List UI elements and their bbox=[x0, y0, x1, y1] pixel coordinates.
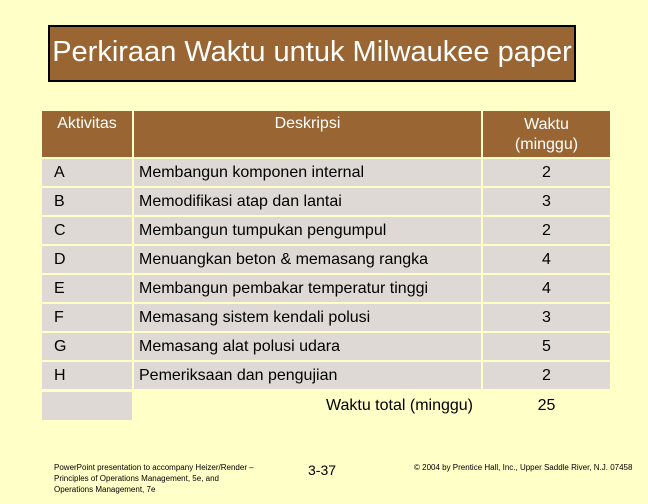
cell-text-time: 2 bbox=[542, 366, 551, 384]
table-cell-activity bbox=[42, 188, 132, 215]
table-cell-description bbox=[134, 333, 481, 360]
cell-text-activity: D bbox=[54, 250, 66, 268]
table-cell-time bbox=[483, 188, 610, 215]
header-time bbox=[483, 111, 610, 157]
footer-copyright: © 2004 by Prentice Hall, Inc., Upper Saddle River, N.J. 07458 bbox=[414, 463, 633, 472]
table-cell-activity bbox=[42, 304, 132, 331]
cell-text-activity: H bbox=[54, 366, 66, 384]
cell-text-time: 2 bbox=[542, 221, 551, 239]
cell-text-time: 3 bbox=[542, 308, 551, 326]
cell-text-activity: C bbox=[54, 221, 66, 239]
cell-text-time: 3 bbox=[542, 192, 551, 210]
total-value-text: 25 bbox=[537, 397, 556, 414]
cell-text-description: Menuangkan beton & memasang rangka bbox=[139, 250, 429, 268]
header-description bbox=[134, 111, 481, 157]
cell-text-time: 4 bbox=[542, 250, 551, 268]
cell-text-description: Membangun pembakar temperatur tinggi bbox=[139, 279, 429, 297]
table-cell-description bbox=[134, 275, 481, 302]
table-cell-time bbox=[483, 362, 610, 389]
table-cell-activity bbox=[42, 333, 132, 360]
cell-text-activity: F bbox=[54, 308, 64, 326]
table-cell-description bbox=[134, 188, 481, 215]
total-label bbox=[134, 392, 481, 420]
table-cell-activity bbox=[42, 159, 132, 186]
cell-text-activity: E bbox=[54, 279, 65, 297]
footer-credit: PowerPoint presentation to accompany Heizer/Render – Principles of Operations Management, 5e, and Operations Management, 7e bbox=[54, 463, 254, 494]
table-cell-description bbox=[134, 246, 481, 273]
table-cell-description bbox=[134, 217, 481, 244]
header-activity bbox=[42, 111, 132, 157]
page-number: 3-37 bbox=[308, 462, 337, 478]
table-cell-time bbox=[483, 159, 610, 186]
table-cell-description bbox=[134, 304, 481, 331]
cell-text-description: Membangun tumpukan pengumpul bbox=[139, 221, 387, 239]
cell-text-activity: G bbox=[54, 337, 67, 355]
table-cell-time bbox=[483, 333, 610, 360]
header-activity-label: Aktivitas bbox=[57, 115, 117, 132]
cell-text-activity: A bbox=[54, 163, 65, 181]
header-description-label: Deskripsi bbox=[274, 115, 341, 132]
table-cell-description bbox=[134, 362, 481, 389]
total-empty-cell bbox=[42, 392, 132, 420]
cell-text-description: Memasang sistem kendali polusi bbox=[139, 308, 371, 326]
cell-text-description: Membangun komponen internal bbox=[139, 163, 365, 181]
table-cell-activity bbox=[42, 217, 132, 244]
slide-title: Perkiraan Waktu untuk Milwaukee paper bbox=[52, 36, 572, 68]
cell-text-time: 4 bbox=[542, 279, 551, 297]
cell-text-time: 2 bbox=[542, 163, 551, 181]
table-cell-time bbox=[483, 217, 610, 244]
table-cell-activity bbox=[42, 275, 132, 302]
total-value bbox=[483, 392, 610, 420]
header-time-label: Waktu (minggu) bbox=[514, 116, 579, 153]
title-box bbox=[48, 25, 576, 82]
table-cell-description bbox=[134, 159, 481, 186]
table-cell-activity bbox=[42, 246, 132, 273]
cell-text-activity: B bbox=[54, 192, 65, 210]
cell-text-time: 5 bbox=[542, 337, 551, 355]
total-label-text: Waktu total (minggu) bbox=[325, 397, 473, 414]
cell-text-description: Memasang alat polusi udara bbox=[139, 337, 341, 355]
table-cell-time bbox=[483, 275, 610, 302]
table-cell-time bbox=[483, 246, 610, 273]
cell-text-description: Pemeriksaan dan pengujian bbox=[139, 366, 338, 384]
table-cell-time bbox=[483, 304, 610, 331]
cell-text-description: Memodifikasi atap dan lantai bbox=[139, 192, 342, 210]
table-cell-activity bbox=[42, 362, 132, 389]
